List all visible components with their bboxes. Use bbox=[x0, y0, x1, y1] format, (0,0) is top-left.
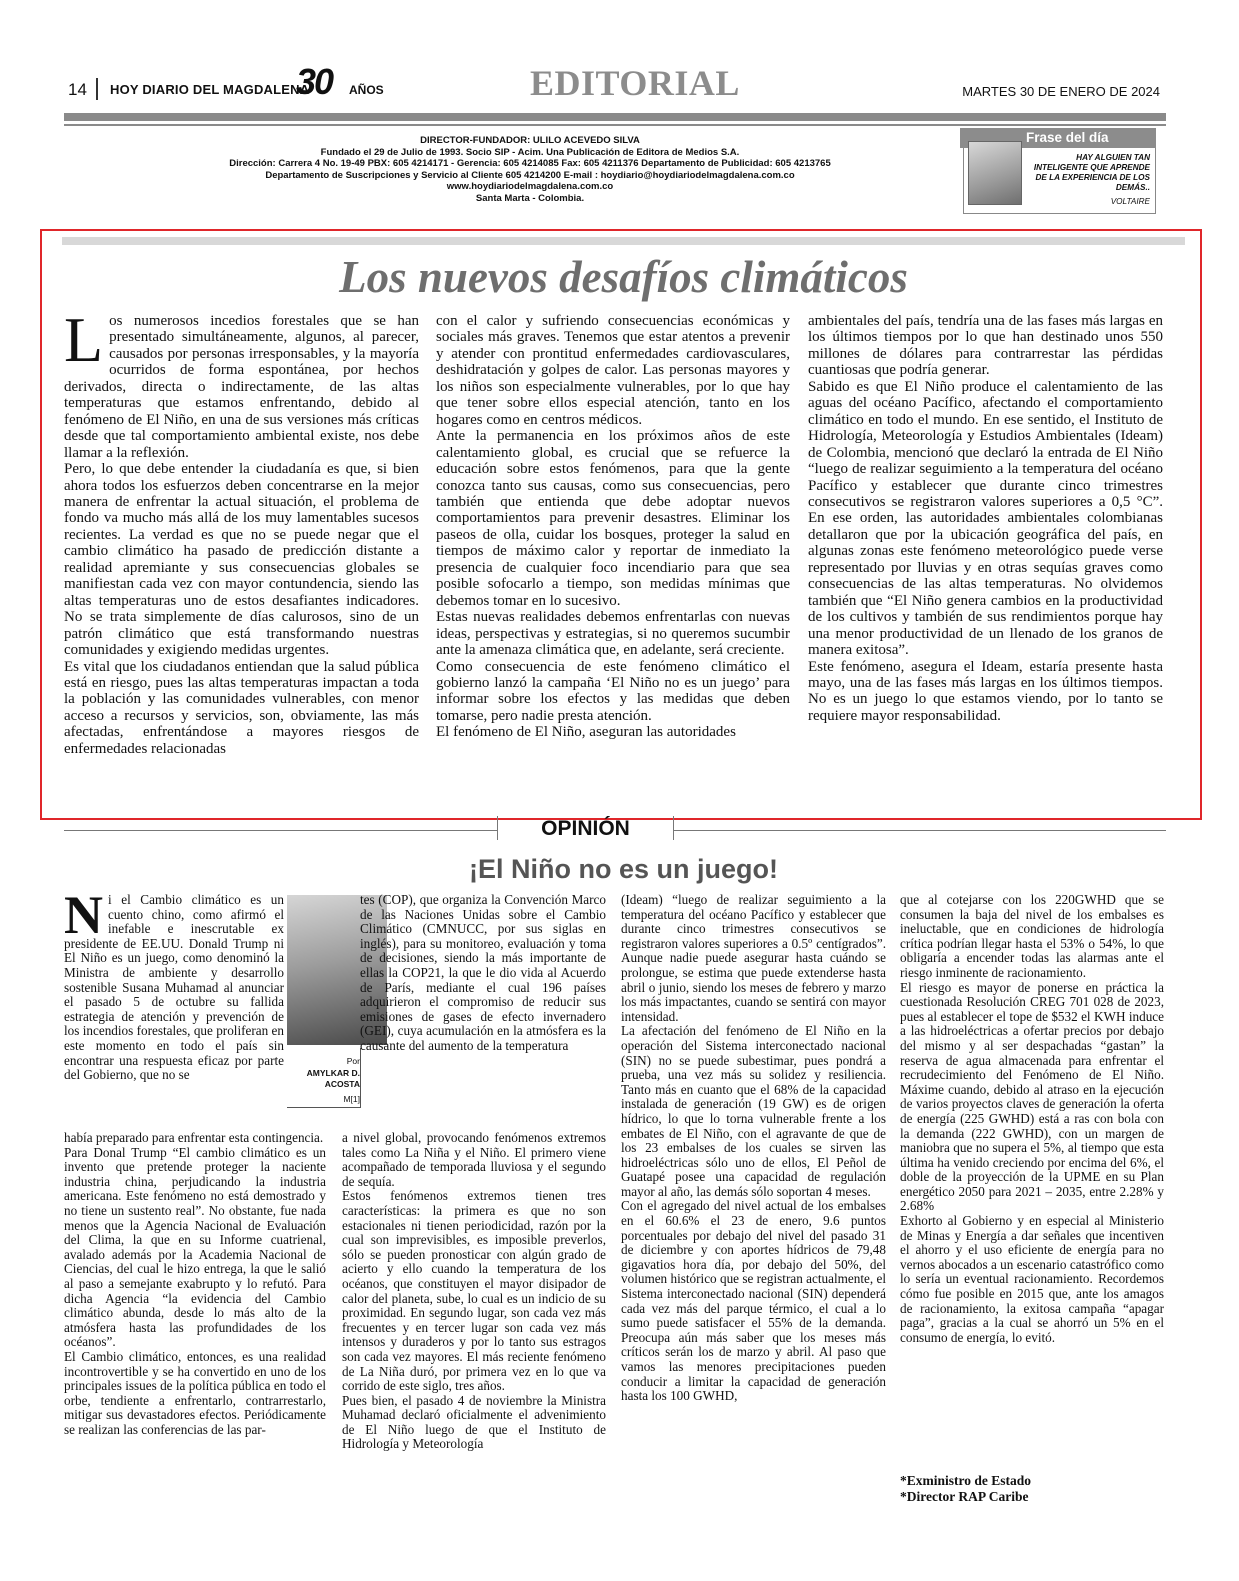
header-rule-thick bbox=[64, 113, 1166, 121]
paragraph: que al cotejarse con los 220GWHD que se consumen la baja del nivel de los embalses es ineluctable, que en condiciones de hidrología crítica podrían llegar hasta el 53% o 54%, lo que obligaría a encender todas las alarmas ante el riesgo inminente de racionamiento. bbox=[900, 892, 1164, 980]
quote-label: Frase del día bbox=[1026, 130, 1109, 145]
paragraph: Pues bien, el pasado 4 de noviembre la Ministra Muhamad declaró oficialmente el advenimiento de El Niño luego de que el Instituto de Hidrología y Meteorología bbox=[342, 1392, 606, 1452]
paragraph: os numerosos incedios forestales que se han presentado simultáneamente, algunos, al parecer, causados por personas irresponsables, y la mayoría ocurridos de forma espontánea, por hechos derivados, directa o indirectamente, de las altas temperaturas que estamos enfrentando, debido al fenómeno de El Niño, en una de sus versiones más críticas desde que tal comportamiento ambiental existe, nos debe llamar a la reflexión. bbox=[64, 313, 419, 461]
newspaper-name: HOY DIARIO DEL MAGDALENA bbox=[110, 82, 310, 97]
opinion-dropcap: N bbox=[64, 885, 103, 945]
paragraph: Con el agregado del nivel actual de los embalses en el 60.6% el 23 de enero, 9.6 puntos porcentuales por debajo del nivel del pasado 31 de diciembre y con aportes hídricos de 79,48 gigavatios hora día, por debajo del 50%, del volumen histórico que se registran actualmente, el Sistema interconectado nacional (SIN) dependerá cada vez más del parque térmico, el cual a lo sumo puede satisfacer el 55% de la demanda. Preocupa aún más saber que los meses más críticos serán los de marzo y abril. Al paso que vamos las menores precipitaciones pueden conducir a limitar la capacidad de generación hasta los 100 GWHD, bbox=[621, 1198, 886, 1404]
editorial-dropcap: L bbox=[64, 304, 104, 375]
quote-author: VOLTAIRE bbox=[1110, 197, 1150, 206]
paragraph: Exhorto al Gobierno y en especial al Ministerio de Minas y Energía a dar señales que incentiven el ahorro y el uso eficiente de energía para no vernos abocados a un escenario catastrófico como lo sería un eventual racionamiento. Recordemos cómo fue posible en 2015 que, ante los amagos de racionamiento, la exitosa campaña “apagar paga”, gracias a la cual se ahorró un 5% en el consumo de energía, lo evitó. bbox=[900, 1213, 1164, 1345]
publication-date: MARTES 30 DE ENERO DE 2024 bbox=[962, 84, 1160, 99]
portrait-image bbox=[968, 141, 1022, 205]
paragraph: tes (COP), que organiza la Convención Marco de las Naciones Unidas sobre el Cambio Climático (CMNUCC, por sus siglas en inglés), para su monitoreo, evaluación y toma de decisiones, siendo la más importante de ellas la COP21, la que le dio vida al Acuerdo de París, mediante el cual 196 países adquirieron el compromiso de reducir sus emisiones de gases de efecto invernadero (GEI), cuya acumulación en la atmósfera es la causante del aumento de la temperatura bbox=[360, 892, 606, 1053]
opinion-column-4 bbox=[900, 893, 1164, 1345]
anniversary-number: 30 bbox=[296, 61, 333, 102]
opinion-title: ¡El Niño no es un juego! bbox=[469, 854, 778, 884]
paragraph: Ante la permanencia en los próximos años de este calentamiento global, es crucial que se refuerce la educación sobre estos fenómenos, para que la gente conozca tanto sus causas, como sus consecuencias, pero también que entienda que debe adoptar nuevos comportamientos para prevenir desastres. Eliminar los paseos de olla, cuidar los bosques, proteger la salud en tiempos de máximo calor y reportar de inmediato la presencia de cualquier foco incendiario para que sea posible sofocarlo a tiempo, son medidas mínimas que debemos tomar en lo sucesivo. bbox=[436, 428, 790, 609]
masthead-line: DIRECTOR-FUNDADOR: ULILO ACEVEDO SILVA bbox=[420, 135, 640, 146]
editorial-title: Los nuevos desafíos climáticos bbox=[339, 252, 908, 302]
opinion-column-2-bottom bbox=[342, 1131, 606, 1452]
signoff-line: *Director RAP Caribe bbox=[900, 1488, 1029, 1504]
section-title: EDITORIAL bbox=[530, 63, 740, 103]
paragraph: (Ideam) “luego de realizar seguimiento a la temperatura del océano Pacífico y establecer que durante cinco trimestres consecutivos se registraron valores superiores a 0.5º centígrados”. Aunque nadie puede asegurar hasta cuándo se prolongue, se estima que puede extenderse hasta abril o junio, siendo los meses de febrero y marzo los más impactantes, cuando se sentirá con mayor intensidad. bbox=[621, 892, 886, 1024]
anniversary-word: AÑOS bbox=[349, 83, 384, 97]
paragraph: Como consecuencia de este fenómeno climático el gobierno lanzó la campaña ‘El Niño no es un juego’ para informar sobre los efectos y las medidas que deben tomarse, pero nadie presta atención. bbox=[436, 658, 790, 724]
paragraph: Es vital que los ciudadanos entiendan que la salud pública está en riesgo, pues las altas temperaturas impactan a toda la población y las comunidades vulnerables, con menor acceso a recursos y servicios, son, obviamente, las más afectadas, enfrentándose a mayores riesgos de enfermedades relacionadas bbox=[64, 658, 419, 757]
author-signoff bbox=[900, 1473, 1164, 1504]
opinion-section-label: OPINIÓN bbox=[541, 817, 630, 840]
paragraph: i el Cambio climático es un cuento chino, como afirmó el inefable e inescrutable ex presidente de EE.UU. Donald Trump ni El Niño es un juego, como denominó la Ministra de ambiente y desarrollo sostenible Susana Muhamad al anunciar el pasado 5 de octubre su fallida estrategia de atención y prevención de los incendios forestales, que proliferan en este momento en todo el país sin encontrar una respuesta eficaz por parte del Gobierno, que no se bbox=[64, 892, 284, 1083]
opinion-rule-left bbox=[64, 830, 497, 831]
paragraph: con el calor y sufriendo consecuencias económicas y sociales más graves. Tenemos que estar atentos a prevenir y atender con prontitud enfermedades cardiovasculares, deshidratación y golpes de calor. Las personas mayores y los niños son especialmente vulnerables, por lo que hay que tener sobre ellos especial atención, tanto en los hogares como en centros médicos. bbox=[436, 313, 790, 428]
signoff-line: *Exministro de Estado bbox=[900, 1473, 1032, 1488]
editorial-column-2 bbox=[436, 313, 790, 741]
paragraph: Estos fenómenos extremos tienen tres características: la primera es que no son estacionales ni tienen periodicidad, razón por la cual son imprevisibles, es imposible preverlos, sólo se pueden pronosticar con algún grado de acierto y ello cuando la temperatura de los océanos, que constituyen el mayor disipador de calor del planeta, sube, lo cual es un indicio de su proximidad. En segundo lugar, son cada vez más frecuentes y en tercer lugar son cada vez más intensos y duraderos y por lo tanto sus estragos son cada vez mayores. El más reciente fenómeno de La Niña duró, por primera vez en lo que va corrido de este siglo, tres años. bbox=[342, 1188, 606, 1394]
author-note: M[1] bbox=[343, 1094, 360, 1104]
opinion-column-3 bbox=[621, 893, 886, 1404]
masthead-line: Departamento de Suscripciones y Servicio al Cliente 605 4214200 E-mail : hoydiario@hoydiariodelmagdalena.com.co bbox=[265, 169, 795, 181]
paragraph: Sabido es que El Niño produce el calentamiento de las aguas del océano Pacífico, afectando el comportamiento climático en todo el mundo. En ese sentido, el Instituto de Hidrología, Meteorología y Estudios Ambientales (Ideam) de Colombia, mencionó que declaró la entrada de El Niño “luego de realizar seguimiento a la temperatura del océano Pacífico y establecer que durante cinco trimestres consecutivos se registraron valores superiores a 0,5 °C”. En ese orden, las autoridades ambientales colombianas detallaron que por la ubicación geográfica del país, en algunas zonas este fenómeno meteorológico puede verse representado por lluvias y en otras sequías graves como consecuencias de las altas temperaturas. No olvidemos también que “El Niño genera cambios en la productividad de los cultivos y también de sus rendimientos porque hay una menor productividad de un llenado de los granos de manera exitosa”. bbox=[808, 378, 1163, 659]
page-number-separator bbox=[96, 78, 98, 100]
masthead-line: Fundado el 29 de Julio de 1993. Socio SIP - Acim. Una Publicación de Editora de Medios S.A. bbox=[320, 146, 740, 158]
page-header bbox=[64, 62, 1174, 112]
page-number: 14 bbox=[68, 80, 87, 99]
opinion-column-1-top bbox=[64, 885, 284, 1083]
opinion-column-2-top bbox=[360, 893, 606, 1054]
paragraph: había preparado para enfrentar esta contingencia. bbox=[64, 1130, 324, 1145]
author-name: AMYLKAR D. ACOSTA bbox=[306, 1068, 360, 1089]
opinion-tick-right bbox=[673, 816, 674, 840]
quote-text: HAY ALGUIEN TAN INTELIGENTE QUE APRENDE DE LA EXPERIENCIA DE LOS DEMÁS.. bbox=[1033, 153, 1150, 192]
paragraph: Para Donal Trump “El cambio climático es un invento que pretende proteger la naciente industria china, perjudicando la industria americana. Este fenómeno no está demostrado y no tiene un sustento real”. No obstante, fue nada menos que la Agencia Nacional de Evaluación del Clima, la que en su Informe cuatrienal, avalado además por la Academia Nacional de Ciencias, del cual le hizo entrega, la que le salió al paso a semejante exabrupto y lo refutó. Para dicha Agencia “la evidencia del Cambio climático abunda, desde lo más alto de la atmósfera hasta las profundidades de los océanos”. bbox=[64, 1144, 326, 1350]
editorial-top-bar bbox=[62, 237, 1185, 245]
masthead-line: Santa Marta - Colombia. bbox=[475, 192, 585, 204]
masthead-line: www.hoydiariodelmagdalena.com.co bbox=[446, 181, 614, 192]
paragraph: Estas nuevas realidades debemos enfrentarlas con nuevas ideas, perspectivas y estrategias, si no queremos sucumbir ante la amenaza climática que, en adelante, será creciente. bbox=[436, 609, 790, 659]
paragraph: La afectación del fenómeno de El Niño en la operación del Sistema interconectado nacional (SIN) no se puede subestimar, pues pondrá a prueba, una vez más su solidez y resiliencia. Tanto más en cuanto que el 68% de la capacidad instalada de generación (19 GW) es de origen hídrico, lo que lo torna vulnerable frente a los embates de El Niño, con el agravante de que de los 23 embalses de los cuales se sirven las hidroeléctricas sólo uno de ellos, El Peñol de Guatapé posee una capacidad de regulación mayor al año, las demás sólo soportan 4 meses. bbox=[621, 1023, 886, 1199]
author-prefix: Por bbox=[346, 1056, 360, 1066]
paragraph: El Cambio climático, entonces, es una realidad incontrovertible y se ha convertido en uno de los principales issues de la política pública en todo el orbe, tendiente a enfrentarlo, contrarrestarlo, mitigar sus devastadores efectos. Periódicamente se realizan las conferencias de las par- bbox=[64, 1348, 326, 1437]
masthead bbox=[120, 135, 940, 204]
header-rule-thin bbox=[64, 124, 1166, 126]
editorial-column-3 bbox=[808, 313, 1163, 724]
paragraph: El fenómeno de El Niño, aseguran las autoridades bbox=[436, 724, 736, 741]
paragraph: Pero, lo que debe entender la ciudadanía es que, si bien ahora todos los esfuerzos deben concentrarse en la mejor manera de enfrentar la actual situación, el problema de fondo va mucho más allá de los muy lamentables sucesos recientes. La verdad es que no se puede negar que el cambio climático ha pasado de predicción distante a realidad apremiante y sus consecuencias globales se manifiestan cada vez con mayor contundencia, siendo las altas temperaturas uno de estos desafiantes indicadores. No se trata simplemente de días calurosos, sino de un patrón climático que está transformando nuestras comunidades y exigiendo medidas urgentes. bbox=[64, 461, 419, 659]
opinion-column-1-bottom bbox=[64, 1131, 326, 1437]
masthead-line: Dirección: Carrera 4 No. 19-49 PBX: 605 4214171 - Gerencia: 605 4214085 Fax: 605 4211376 Departamento de Publicidad: 605 4213765 bbox=[229, 158, 831, 169]
paragraph: El riesgo es mayor de ponerse en práctica la cuestionada Resolución CREG 701 028 de 2023, pues al establecer el tope de $532 el KWH induce a las hidroeléctricas a ofertar precios por debajo del mismo y al ser despachadas “gastan” la reserva de agua almacenada para enfrentar el recrudecimiento del Fenómeno de El Niño. Máxime cuando, debido al atraso en la ejecución de varios proyectos claves de generación la oferta de energía (225 GWHD) está a ras con bola con la demanda (222 GWHD), con un margen de maniobra que no supera el 5%, al tiempo que esta última ha venido creciendo por encima del 6%, el doble de la proyección de la UPME en su Plan energético 2050 para 2021 – 2035, entre 2.28% y 2.68% bbox=[900, 979, 1164, 1214]
editorial-column-1 bbox=[64, 304, 419, 757]
opinion-rule-right bbox=[673, 830, 1166, 831]
paragraph: Este fenómeno, asegura el Ideam, estaría presente hasta mayo, una de las fases más largas en los últimos tiempos. No es un juego lo que estamos viendo, por lo tanto se requiere mayor responsabilidad. bbox=[808, 658, 1163, 724]
paragraph: ambientales del país, tendría una de las fases más largas en los últimos tiempos por lo que han destinado unos 550 millones de dólares para contrarrestar las pérdidas cuantiosas que podría generar. bbox=[808, 313, 1163, 379]
paragraph: a nivel global, provocando fenómenos extremos tales como La Niña y el Niño. El primero viene acompañado de temporada lluviosa y el segundo de sequía. bbox=[342, 1130, 606, 1189]
